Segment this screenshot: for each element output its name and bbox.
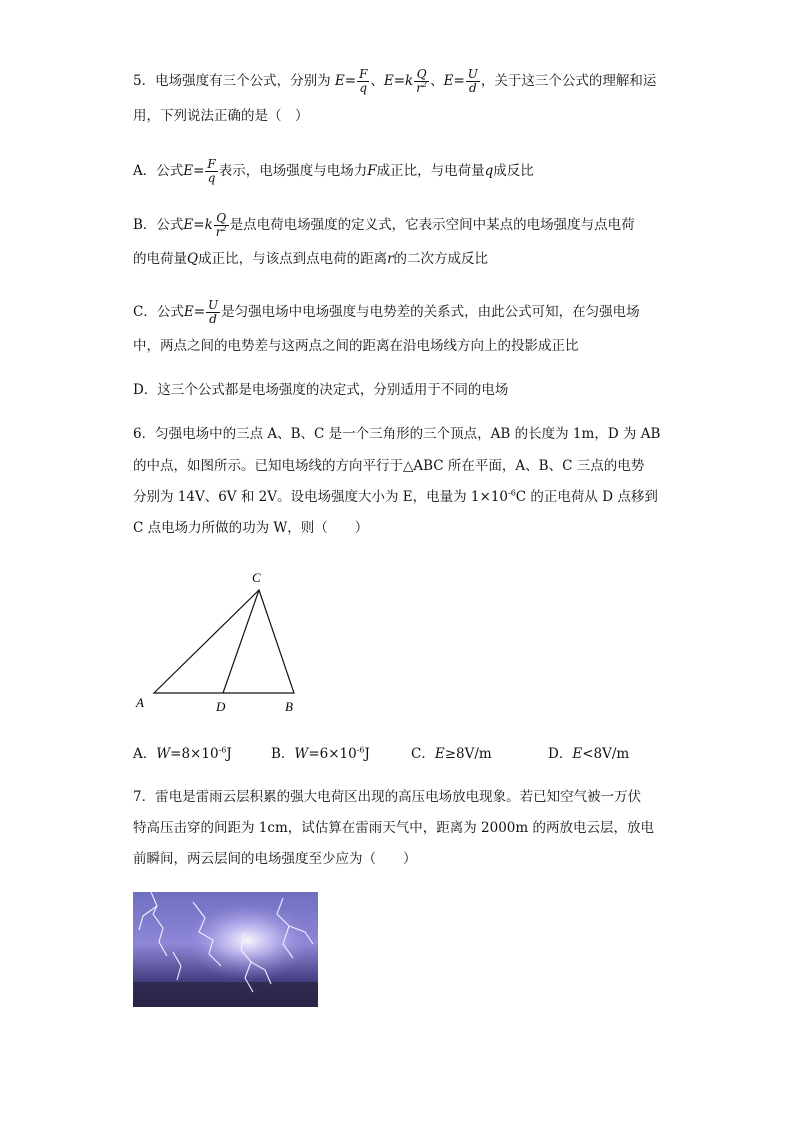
q6-line-4: C 点电场力所做的功为 W，则（ ） [133,520,369,536]
q5-option-d: D．这三个公式都是电场强度的决定式，分别适用于不同的电场 [133,382,509,398]
formula-e-f-q: $\frac{F}{q}$ [359,67,368,95]
label-a: A [136,695,144,710]
q7-line-2: 特高压击穿的间距为 1cm，试估算在雷雨天气中，距离为 2000m 的两放电云层，放电 [133,820,654,836]
q7-line-3: 前瞬间，两云层间的电场强度至少应为（ ） [133,851,417,867]
q5-option-b-line-1: B．公式E=k $\frac{Q}{r^2}$ 是点电荷电场强度的定义式，它表示空间中某点的电场强度与点电荷 [133,211,635,239]
lightning-photo [133,892,318,1007]
label-d: D [216,699,226,714]
q5-line-1: 5．电场强度有三个公式，分别为 E= $\frac{F}{q}$ 、E=k $\frac{Q}{r^2}$ 、E= $\frac{U}{d}$ ，关于这三个公式的理解和运 [133,67,657,95]
q5-option-a: A．公式E= $\frac{F}{q}$ 表示，电场强度与电场力F成正比，与电荷量q成反比 [133,157,534,185]
q6-option-b: B．$W=6\times 10^{-6}J$ [271,745,370,762]
q6-option-a: A．$W=8\times 10^{-6}J$ [133,745,232,762]
q5-option-c-line-1: C．公式E= $\frac{U}{d}$ 是匀强电场中电场强度与电势差的关系式，由此公式可知，在匀强电场 [133,298,640,326]
triangle-abc [154,590,294,693]
q7-line-1: 7．雷电是雷雨云层积累的强大电荷区出现的高压电场放电现象。若已知空气被一万伏 [133,789,642,805]
triangle-diagram [130,565,310,720]
formula-e-kq-r2: $\frac{Q}{r^2}$ [416,67,428,95]
q5-number: 5． [133,73,156,89]
q6-option-d: D．E<8V/m [548,746,630,762]
q5-option-b-line-2: 的电荷量Q成正比，与该点到点电荷的距离r的二次方成反比 [133,251,489,267]
formula-e-u-d: $\frac{U}{d}$ [467,67,478,95]
q6-line-3: 分别为 14V、6V 和 2V。设电场强度大小为 E，电量为 $1\times 10^{-6}C$ 的正电荷从 D 点移到 [133,488,658,505]
label-c: C [252,570,261,585]
q6-line-2: 的中点，如图所示。已知电场线的方向平行于△ABC 所在平面，A、B、C 三点的电势 [133,458,645,474]
q5-option-c-line-2: 中，两点之间的电势差与这两点之间的距离在沿电场线方向上的投影成正比 [133,338,579,354]
label-b: B [285,699,293,714]
segment-dc [223,590,259,693]
q5-line-2: 用，下列说法正确的是（ ） [133,108,309,124]
q6-line-1: 6．匀强电场中的三点 A、B、C 是一个三角形的三个顶点，AB 的长度为 1m，D 为 AB [133,426,661,442]
q6-option-c: C．E≥8V/m [411,746,492,762]
